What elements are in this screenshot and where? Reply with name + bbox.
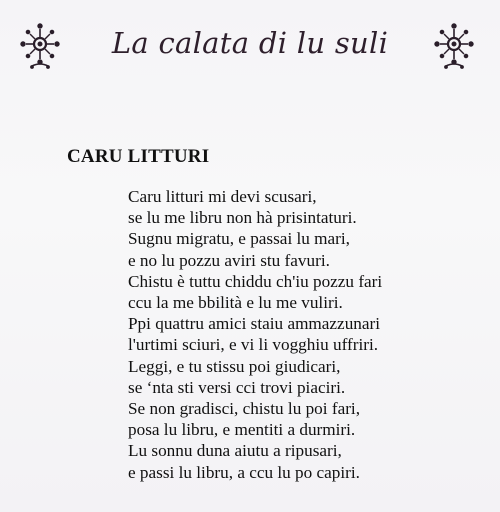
poem-line: Lu sonnu duna aiutu a ripusari, [128, 441, 342, 461]
poem-line: se lu me libru non hà prisintaturi. [128, 208, 357, 228]
poem-line: posa lu libru, e mentiti a durmiri. [128, 420, 356, 440]
floral-ornament-icon [432, 20, 476, 72]
poem-line: Ppi quattru amici staiu ammazzunari [128, 314, 381, 334]
poem-line: Caru litturi mi devi scusari, [128, 187, 317, 206]
poem-line: ccu la me bbilità e lu me vuliri. [128, 293, 343, 313]
section-heading: CARU LITTURI [67, 146, 210, 167]
poem-line: se ‘nta sti versi cci trovi piaciri. [128, 377, 346, 397]
poem-line: e passi lu libru, a ccu lu po capiri. [128, 462, 360, 482]
poem-line: Chistu è tuttu chiddu ch'iu pozzu fari [128, 271, 383, 291]
poem-line: l'urtimi sciuri, e vi li vogghiu uffriri. [128, 335, 379, 355]
poem-line: Leggi, e tu stissu poi giudicari, [128, 356, 341, 376]
poem-line: Se non gradisci, chistu lu poi fari, [128, 399, 360, 419]
running-header-title: La calata di lu suli [111, 26, 389, 60]
poem-stanza [128, 186, 382, 483]
poem-line: Sugnu migratu, e passai lu mari, [128, 229, 350, 249]
poem-line: e no lu pozzu aviri stu favuri. [128, 250, 330, 270]
